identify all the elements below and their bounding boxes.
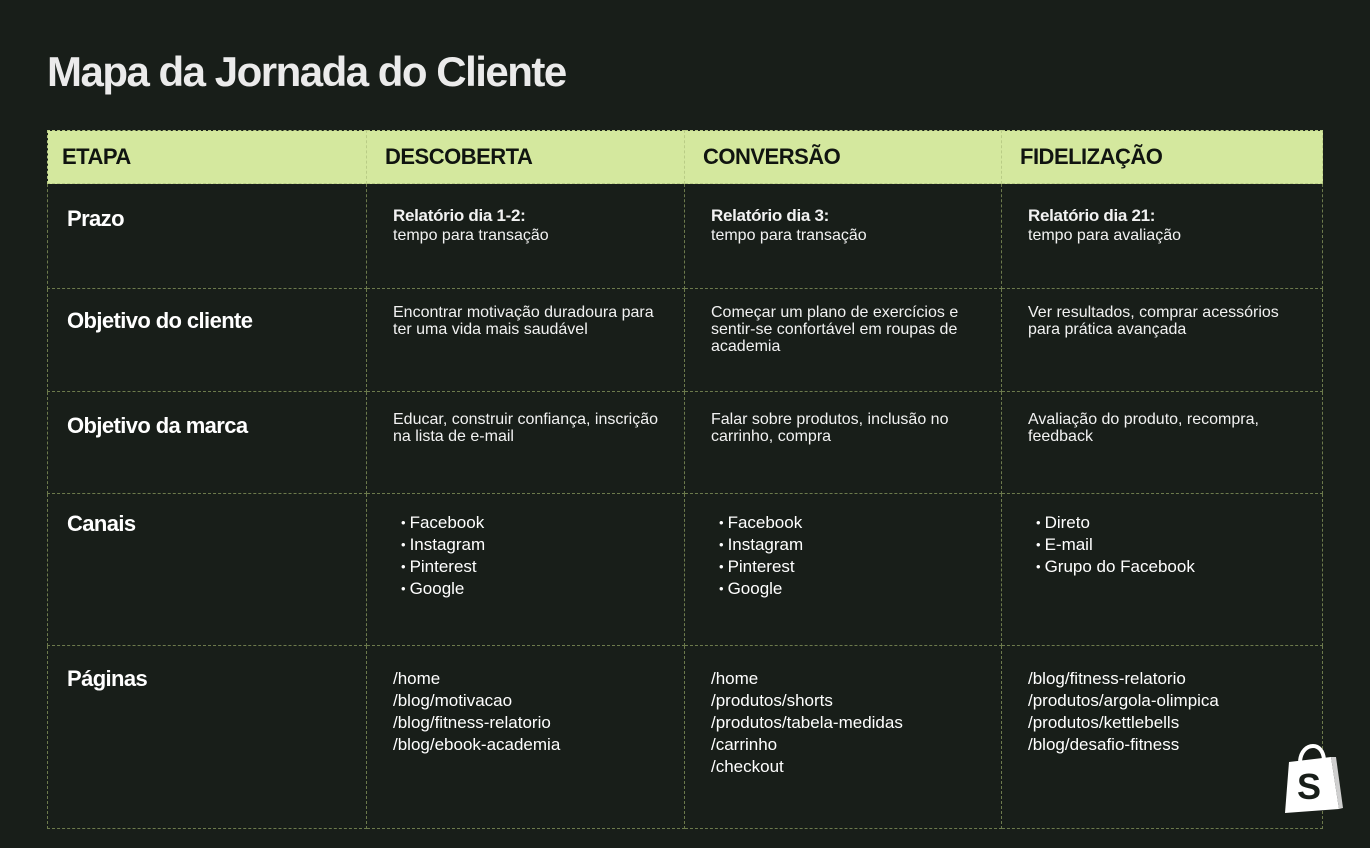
row-objetivo-cliente — [48, 289, 1323, 392]
header-descoberta: DESCOBERTA — [367, 131, 685, 184]
list-item: • Pinterest — [401, 556, 674, 578]
list-item: • Direto — [1036, 512, 1312, 534]
cell-objetivo-cliente-descoberta: Encontrar motivação duradoura para ter uma vida mais saudável — [367, 289, 685, 392]
list-item: /blog/fitness-relatorio — [1028, 669, 1186, 688]
cell-canais-descoberta — [367, 494, 685, 646]
cell-paginas-descoberta — [367, 646, 685, 829]
cell-paginas-conversao — [685, 646, 1002, 829]
cell-prazo-conversao — [685, 184, 1002, 289]
row-label-paginas: Páginas — [48, 646, 367, 829]
row-label-objetivo-cliente: Objetivo do cliente — [48, 289, 367, 392]
list-item: /produtos/kettlebells — [1028, 713, 1180, 732]
list-item: /produtos/tabela-medidas — [711, 713, 903, 732]
channel-list — [711, 512, 991, 600]
row-label-objetivo-marca: Objetivo da marca — [48, 392, 367, 494]
list-item: /blog/ebook-academia — [393, 735, 561, 754]
list-item: • Instagram — [719, 534, 991, 556]
cell-paginas-fidelizacao — [1002, 646, 1323, 829]
list-item: • Instagram — [401, 534, 674, 556]
header-stage: ETAPA — [48, 131, 367, 184]
row-label-canais: Canais — [48, 494, 367, 646]
cell-bold: Relatório dia 21: — [1028, 206, 1156, 225]
cell-text: tempo para transação — [393, 227, 549, 244]
list-item: /produtos/shorts — [711, 691, 833, 710]
page-list — [393, 668, 674, 756]
list-item: /blog/fitness-relatorio — [393, 713, 551, 732]
cell-objetivo-marca-descoberta: Educar, construir confiança, inscrição na lista de e-mail — [367, 392, 685, 494]
cell-canais-fidelizacao — [1002, 494, 1323, 646]
list-item: • Facebook — [401, 512, 674, 534]
cell-objetivo-cliente-fidelizacao: Ver resultados, comprar acessórios para prática avançada — [1002, 289, 1323, 392]
cell-text: tempo para transação — [711, 227, 867, 244]
header-row — [48, 131, 1323, 184]
list-item: /checkout — [711, 757, 784, 776]
header-fidelizacao: FIDELIZAÇÃO — [1002, 131, 1323, 184]
list-item: • Google — [719, 578, 991, 600]
row-prazo — [48, 184, 1323, 289]
list-item: /home — [711, 669, 759, 688]
page-list — [711, 668, 991, 778]
cell-prazo-fidelizacao — [1002, 184, 1323, 289]
channel-list — [393, 512, 674, 600]
cell-objetivo-marca-fidelizacao: Avaliação do produto, recompra, feedback — [1002, 392, 1323, 494]
cell-prazo-descoberta — [367, 184, 685, 289]
list-item: • Google — [401, 578, 674, 600]
list-item: /blog/desafio-fitness — [1028, 735, 1180, 754]
list-item: • Pinterest — [719, 556, 991, 578]
page-list — [1028, 668, 1312, 756]
shopify-bag-icon — [1283, 743, 1345, 813]
list-item: • Facebook — [719, 512, 991, 534]
row-paginas — [48, 646, 1323, 829]
cell-objetivo-cliente-conversao: Começar um plano de exercícios e sentir-se confortável em roupas de academia — [685, 289, 1002, 392]
cell-objetivo-marca-conversao: Falar sobre produtos, inclusão no carrinho, compra — [685, 392, 1002, 494]
header-conversao: CONVERSÃO — [685, 131, 1002, 184]
cell-bold: Relatório dia 1-2: — [393, 206, 526, 225]
logo-letter: S — [1296, 766, 1322, 807]
row-label-prazo: Prazo — [48, 184, 367, 289]
journey-map-table — [47, 130, 1323, 829]
row-objetivo-marca — [48, 392, 1323, 494]
list-item: /produtos/argola-olimpica — [1028, 691, 1219, 710]
cell-bold: Relatório dia 3: — [711, 206, 830, 225]
list-item: • E-mail — [1036, 534, 1312, 556]
page-title: Mapa da Jornada do Cliente — [47, 48, 566, 95]
cell-text: tempo para avaliação — [1028, 227, 1181, 244]
list-item: /home — [393, 669, 441, 688]
row-canais — [48, 494, 1323, 646]
list-item: /blog/motivacao — [393, 691, 513, 710]
cell-canais-conversao — [685, 494, 1002, 646]
channel-list — [1028, 512, 1312, 578]
list-item: /carrinho — [711, 735, 778, 754]
list-item: • Grupo do Facebook — [1036, 556, 1312, 578]
